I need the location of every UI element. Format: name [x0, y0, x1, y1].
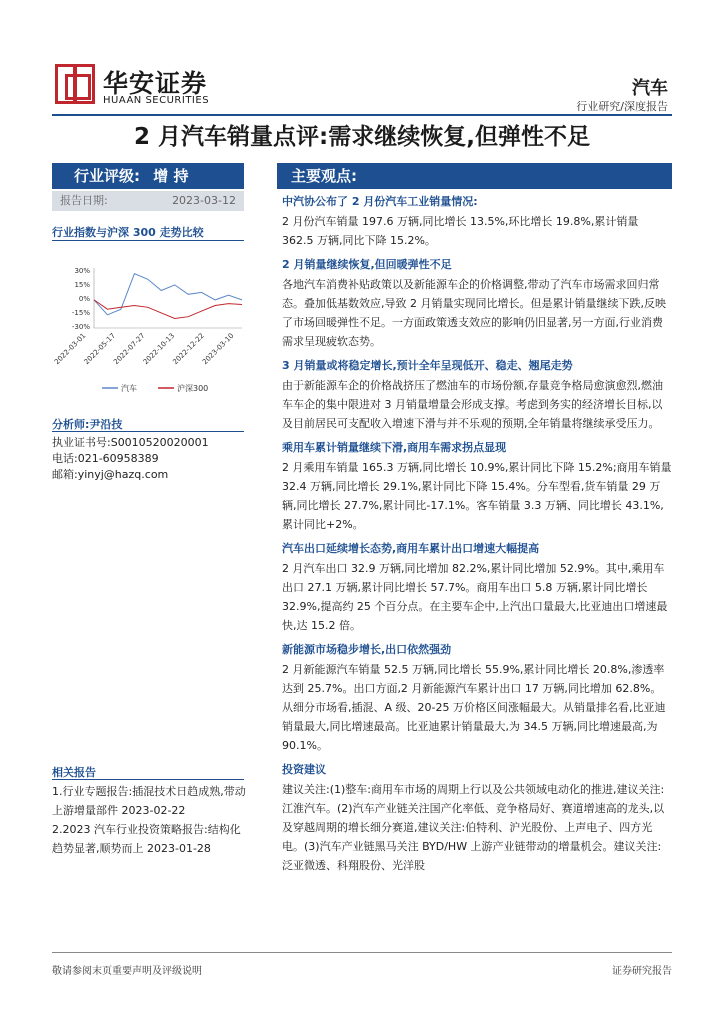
industry-rating: [52, 163, 244, 189]
footer-divider: [52, 952, 672, 953]
section-heading: 乘用车累计销量继续下滑,商用车需求拐点显现: [282, 441, 507, 454]
analyst-phone: 电话:021-60958389: [52, 452, 159, 465]
section-body: 建议关注:(1)整车:商用车市场的周期上行以及公共领域电动化的推进,建议关注:江淮汽车。(2)汽车产业链关注国产化率低、竞争格局好、赛道增速高的龙头,以及穿越周期的增长细分赛道,建议关注:伯特利、沪光股份、上声电子、四方光电。(3)汽车产业链黑马关注 BYD/HW 上游产业链带动的增量机会。建议关注:泛亚微透、科翔股份、光洋股: [282, 783, 665, 872]
main-points-header: 主要观点:: [277, 163, 672, 189]
x-tick-label: 2022-12-22: [171, 331, 206, 367]
section-body: 各地汽车消费补贴政策以及新能源车企的价格调整,带动了汽车市场需求回归常态。叠加低基数效应,导致 2 月销量实现同比增长。但是累计销量继续下跌,反映了市场回暖弹性不足。一方面政策透支效应的影响仍旧显著,另一方面,行业消费需求呈现疲软态势。: [282, 278, 666, 348]
section-heading: 中汽协公布了 2 月份汽车工业销量情况:: [282, 195, 478, 208]
header-divider: [52, 114, 672, 116]
legend-label: 汽车: [121, 384, 137, 393]
y-tick-label: 0%: [78, 295, 90, 303]
y-tick-label: 15%: [74, 281, 90, 289]
main-content: [277, 192, 672, 875]
section-body: 2 月汽车出口 32.9 万辆,同比增加 82.2%,累计同比增加 52.9%。其中,乘用车出口 27.1 万辆,累计同比增长 57.7%。商用车出口 5.8 万辆,累计同比增长 32.9%,提高约 25 个百分点。在主要车企中,上汽出口量最大,比亚迪出口增速最快,达 15.2 倍。: [282, 562, 668, 632]
analyst-license: 执业证书号:S0010520020001: [52, 436, 209, 449]
report-type: 行业研究/深度报告: [576, 100, 668, 113]
date-value: 2023-03-12: [172, 194, 236, 207]
y-tick-label: 30%: [74, 267, 90, 275]
date-label: 报告日期:: [60, 194, 108, 207]
footer-disclaimer: 敬请参阅末页重要声明及评级说明: [52, 966, 202, 977]
report-date: [52, 191, 244, 211]
series-line-hs300: [94, 300, 242, 319]
section-heading: 投资建议: [282, 763, 326, 776]
company-logo: [55, 64, 221, 108]
related-report-item[interactable]: 1.行业专题报告:插混技术日趋成熟,带动上游增量部件 2023-02-22: [52, 785, 246, 817]
x-tick-label: 2022-05-17: [82, 331, 118, 367]
section-body: 2 月乘用车销量 165.3 万辆,同比增长 10.9%,累计同比下降 15.2%;商用车销量 32.4 万辆,同比增长 29.1%,累计同比下降 15.4%。分车型看,货车销量 29 万辆,同比增长 27.7%,累计同比-17.1%。客车销量 3.3 万辆、同比增长 43.1%,累计同比+2%。: [282, 461, 672, 531]
logo-mark-icon: [55, 64, 95, 104]
x-tick-label: 2022-03-01: [52, 331, 88, 367]
rating-label: 行业评级:: [74, 167, 140, 185]
related-reports-divider: [52, 779, 244, 780]
chart-title: 行业指数与沪深 300 走势比较: [52, 226, 204, 239]
series-line-auto: [94, 274, 242, 315]
related-reports-title: 相关报告: [52, 766, 96, 779]
y-tick-label: -30%: [71, 323, 90, 331]
y-tick-label: -15%: [71, 309, 90, 317]
footer-label: 证券研究报告: [612, 966, 672, 977]
section-body: 2 月份汽车销量 197.6 万辆,同比增长 13.5%,环比增长 19.8%,累计销量 362.5 万辆,同比下降 15.2%。: [282, 215, 639, 247]
section-heading: 新能源市场稳步增长,出口依然强劲: [282, 643, 452, 656]
section-heading: 3 月销量或将稳定增长,预计全年呈现低开、稳走、翘尾走势: [282, 359, 573, 372]
analyst-title: 分析师:尹沿技: [52, 418, 123, 431]
section-body: 2 月新能源汽车销量 52.5 万辆,同比增长 55.9%,累计同比增长 20.8%,渗透率达到 25.7%。出口方面,2 月新能源汽车累计出口 17 万辆,同比增加 62.8%。从细分市场看,插混、A 级、20-25 万价格区间涨幅最大。从销量排名看,比亚迪销量最大,同比增速最高。比亚迪累计销量最大,为 34.5 万辆,同比增速最高,为 90.1%。: [282, 663, 666, 752]
section-body: 由于新能源车企的价格战挤压了燃油车的市场份额,存量竞争格局愈演愈烈,燃油车车企的集中限进对 3 月销量增量会形成支撑。考虑到务实的经济增长目标,以及目前居民可支配收入增速下滑与并不乐观的预期,全年销量将继续承受压力。: [282, 379, 663, 430]
related-reports-list: [52, 782, 248, 858]
logo-english-name: HUAAN SECURITIES: [103, 95, 210, 106]
logo-chinese-name: 华安证券: [103, 69, 208, 98]
index-comparison-chart: [52, 258, 244, 408]
section-heading: 汽车出口延续增长态势,商用车累计出口增速大幅提高: [282, 542, 540, 555]
x-tick-label: 2023-03-10: [200, 331, 236, 367]
report-title: 2 月汽车销量点评:需求继续恢复,但弹性不足: [134, 124, 590, 150]
section-heading: 2 月销量继续恢复,但回暖弹性不足: [282, 258, 452, 271]
rating-value: 增 持: [153, 167, 189, 185]
legend-label: 沪深300: [177, 384, 209, 393]
x-tick-label: 2022-10-13: [141, 331, 177, 367]
chart-title-divider: [52, 240, 244, 241]
related-report-item[interactable]: 2.2023 汽车行业投资策略报告:结构化趋势显著,顺势而上 2023-01-28: [52, 823, 241, 855]
sector-label: 汽车: [632, 78, 668, 99]
x-tick-label: 2022-07-27: [112, 331, 147, 367]
analyst-email: 邮箱:yinyj@hazq.com: [52, 468, 169, 481]
analyst-divider: [52, 431, 244, 432]
